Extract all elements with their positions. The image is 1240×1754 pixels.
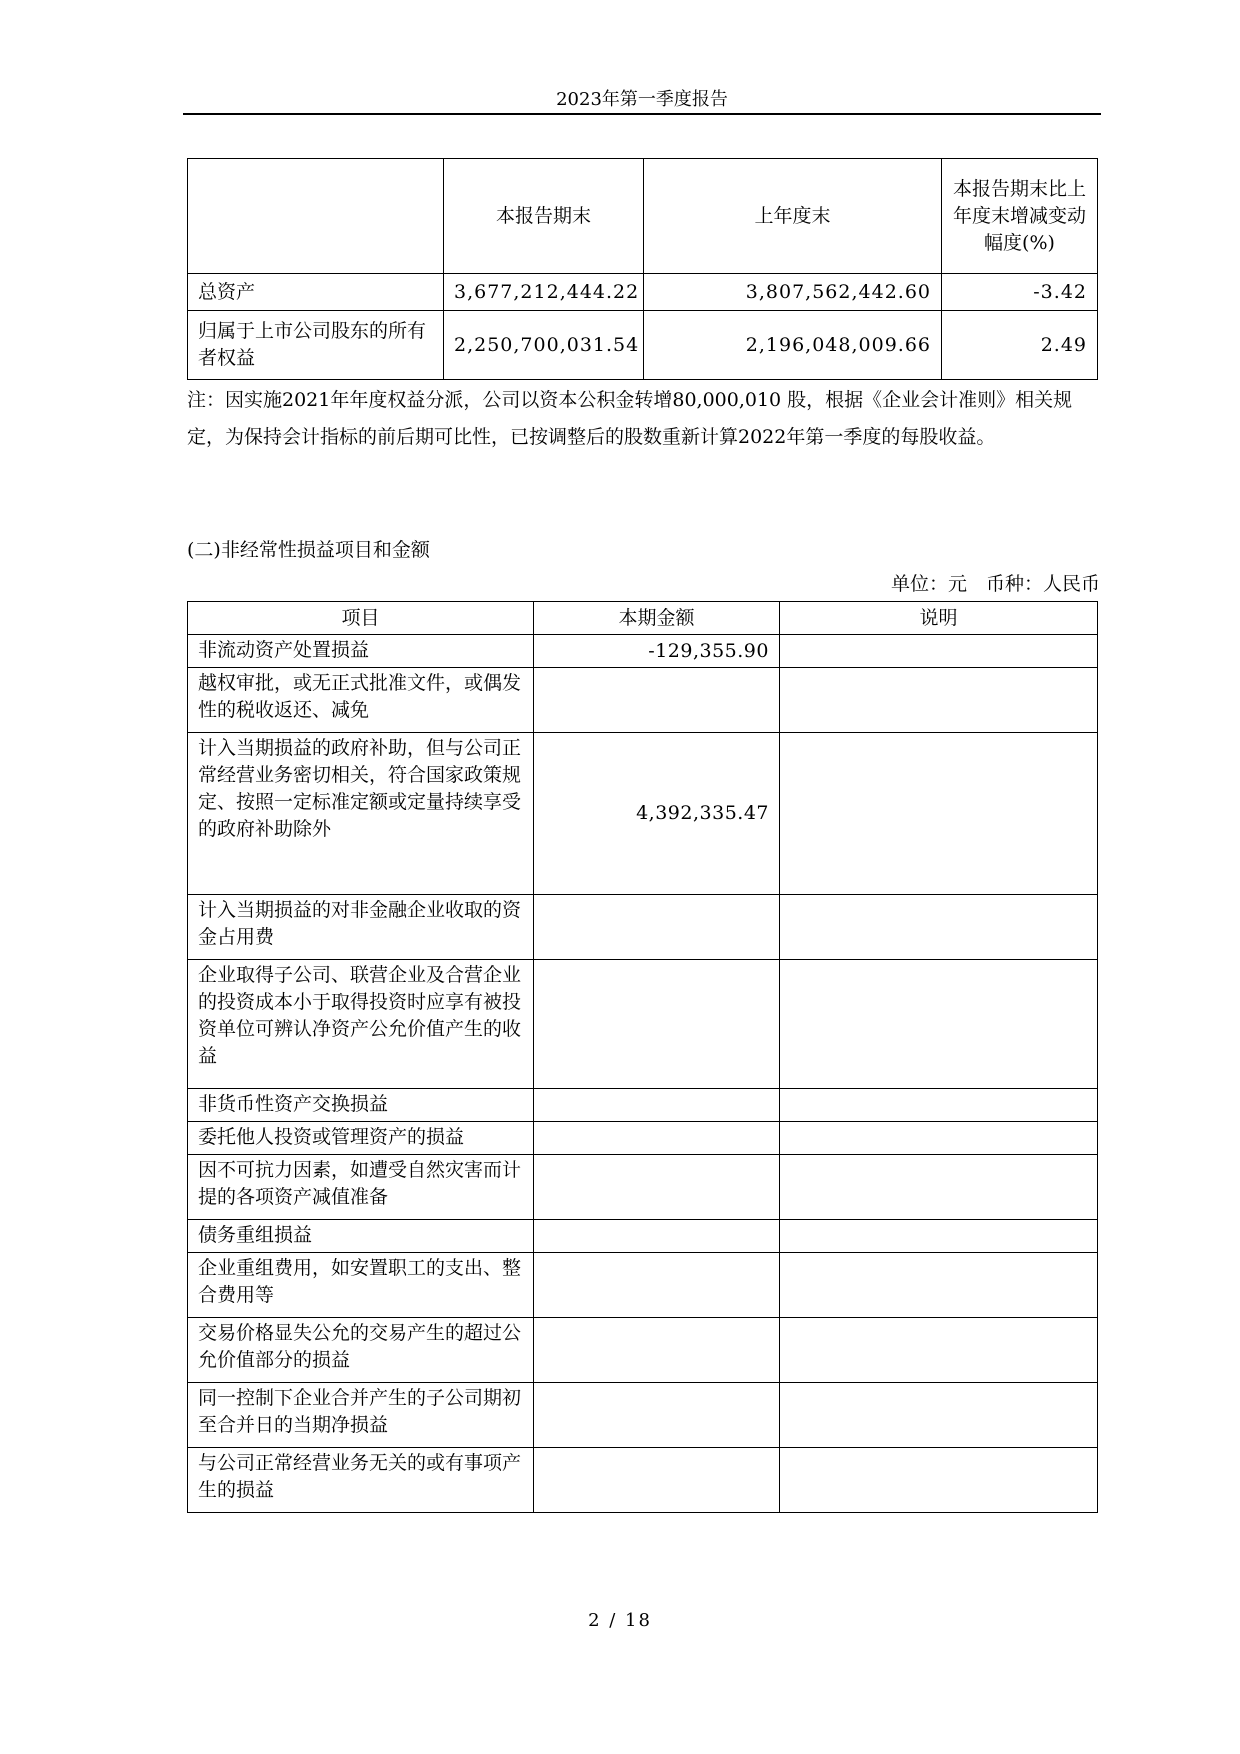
table-row	[188, 960, 1098, 1089]
page-number: 2 / 18	[588, 1610, 652, 1631]
row-item: 同一控制下企业合并产生的子公司期初至合并日的当期净损益	[188, 1383, 534, 1448]
row-desc	[780, 1383, 1098, 1448]
unit-label: 单位：元 币种：人民币	[890, 573, 1100, 595]
table-row	[188, 311, 1098, 380]
row-amount	[534, 1318, 780, 1383]
row-item: 总资产	[188, 274, 444, 311]
row-amount	[534, 1383, 780, 1448]
row-desc	[780, 635, 1098, 668]
row-current: 2,250,700,031.54	[444, 311, 644, 380]
row-change: 2.49	[942, 311, 1098, 380]
summary-header-prior: 上年度末	[644, 159, 942, 274]
row-desc	[780, 895, 1098, 960]
row-prior: 2,196,048,009.66	[644, 311, 942, 380]
row-amount	[534, 1448, 780, 1513]
items-header-desc: 说明	[780, 602, 1098, 635]
row-amount	[534, 960, 780, 1089]
section-title: (二)非经常性损益项目和金额	[187, 539, 430, 561]
row-desc	[780, 1253, 1098, 1318]
summary-header-empty	[188, 159, 444, 274]
row-desc	[780, 668, 1098, 733]
row-desc	[780, 1318, 1098, 1383]
table-row	[188, 1318, 1098, 1383]
summary-header-row	[188, 159, 1098, 274]
table-row	[188, 1220, 1098, 1253]
table-row	[188, 1089, 1098, 1122]
row-amount	[534, 1155, 780, 1220]
table-row	[188, 1448, 1098, 1513]
row-item: 委托他人投资或管理资产的损益	[188, 1122, 534, 1155]
summary-header-current: 本报告期末	[444, 159, 644, 274]
row-amount: -129,355.90	[534, 635, 780, 668]
row-desc	[780, 1220, 1098, 1253]
row-desc	[780, 960, 1098, 1089]
nonrecurring-items-table	[187, 601, 1098, 1513]
row-item: 计入当期损益的政府补助，但与公司正常经营业务密切相关，符合国家政策规定、按照一定标准定额或定量持续享受的政府补助除外	[188, 733, 534, 895]
items-header-row	[188, 602, 1098, 635]
row-item: 交易价格显失公允的交易产生的超过公允价值部分的损益	[188, 1318, 534, 1383]
row-prior: 3,807,562,442.60	[644, 274, 942, 311]
row-desc	[780, 733, 1098, 895]
table-row	[188, 1383, 1098, 1448]
row-desc	[780, 1089, 1098, 1122]
row-amount	[534, 668, 780, 733]
items-header-item: 项目	[188, 602, 534, 635]
row-item: 越权审批，或无正式批准文件，或偶发性的税收返还、减免	[188, 668, 534, 733]
row-amount	[534, 1089, 780, 1122]
row-desc	[780, 1122, 1098, 1155]
row-current: 3,677,212,444.22	[444, 274, 644, 311]
note-paragraph: 注：因实施2021年年度权益分派，公司以资本公积金转增80,000,010 股，根据《企业会计准则》相关规定，为保持会计指标的前后期可比性，已按调整后的股数重新计算2022年第一季度的每股收益。	[187, 389, 1073, 448]
table-row	[188, 895, 1098, 960]
row-amount	[534, 1253, 780, 1318]
row-item: 与公司正常经营业务无关的或有事项产生的损益	[188, 1448, 534, 1513]
row-item: 企业取得子公司、联营企业及合营企业的投资成本小于取得投资时应享有被投资单位可辨认净资产公允价值产生的收益	[188, 960, 534, 1089]
items-header-amount: 本期金额	[534, 602, 780, 635]
row-item: 计入当期损益的对非金融企业收取的资金占用费	[188, 895, 534, 960]
table-row	[188, 1155, 1098, 1220]
row-desc	[780, 1155, 1098, 1220]
row-amount	[534, 1220, 780, 1253]
row-item: 因不可抗力因素，如遭受自然灾害而计提的各项资产减值准备	[188, 1155, 534, 1220]
table-row	[188, 274, 1098, 311]
row-amount	[534, 1122, 780, 1155]
row-item: 企业重组费用，如安置职工的支出、整合费用等	[188, 1253, 534, 1318]
table-row	[188, 1253, 1098, 1318]
table-row	[188, 1122, 1098, 1155]
summary-table	[187, 158, 1098, 380]
page-header-title: 2023年第一季度报告	[556, 89, 728, 110]
row-item: 归属于上市公司股东的所有者权益	[188, 311, 444, 380]
table-row	[188, 668, 1098, 733]
row-item: 非流动资产处置损益	[188, 635, 534, 668]
row-desc	[780, 1448, 1098, 1513]
row-amount	[534, 895, 780, 960]
row-item: 非货币性资产交换损益	[188, 1089, 534, 1122]
table-row	[188, 635, 1098, 668]
summary-header-change: 本报告期末比上年度末增减变动幅度(%)	[942, 159, 1098, 274]
row-item: 债务重组损益	[188, 1220, 534, 1253]
table-row	[188, 733, 1098, 895]
row-change: -3.42	[942, 274, 1098, 311]
header-rule	[183, 113, 1101, 115]
row-amount: 4,392,335.47	[534, 733, 780, 895]
